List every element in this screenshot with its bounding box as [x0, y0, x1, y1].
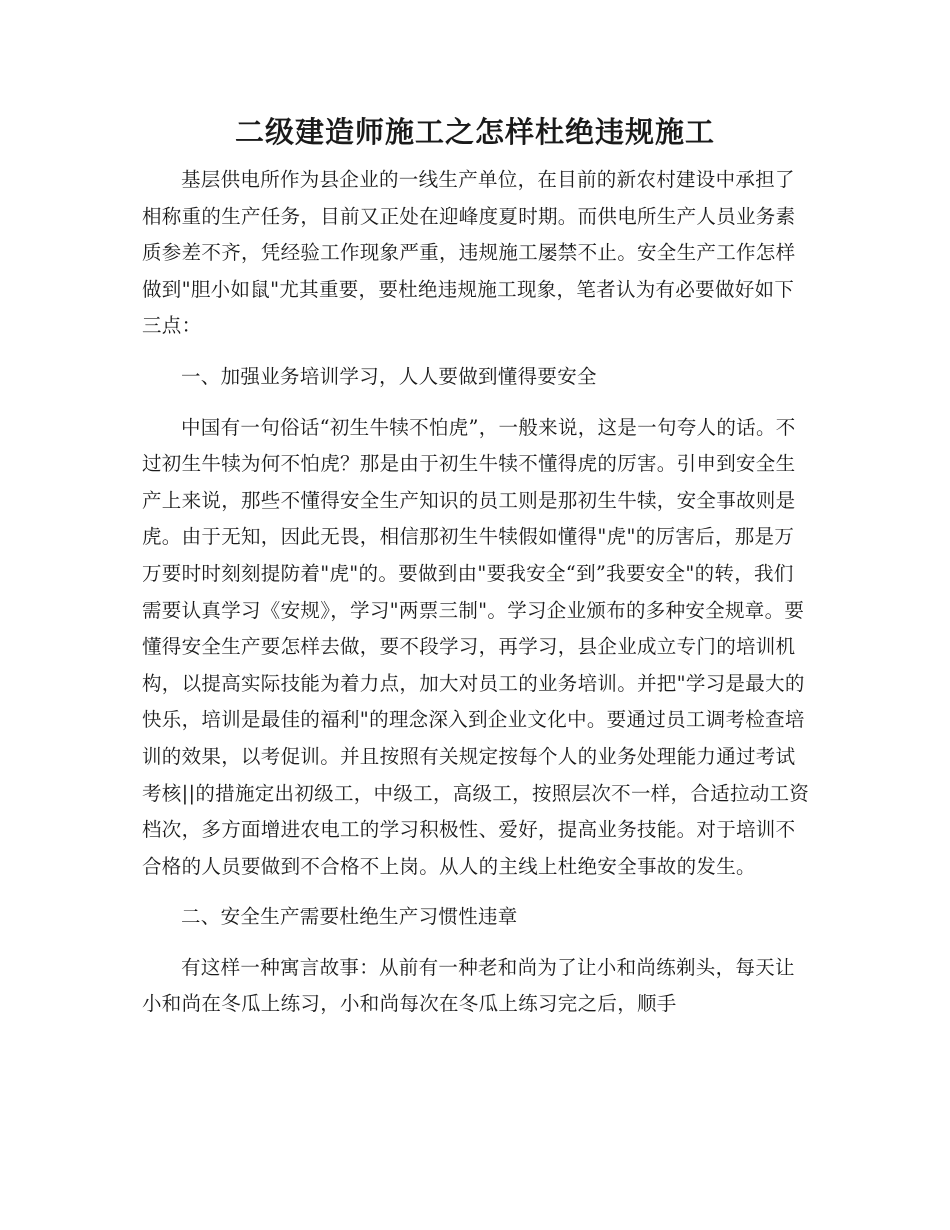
document-body — [142, 162, 810, 1023]
paragraph-gap — [142, 885, 810, 899]
section-2-paragraph: 有这样一种寓言故事：从前有一种老和尚为了让小和尚练剃头，每天让小和尚在冬瓜上练习，小和尚每次在冬瓜上练习完之后，顺手 — [142, 955, 795, 1016]
paragraph-gap — [142, 345, 810, 359]
paragraph-gap — [142, 936, 810, 950]
document-title: 二级建造师施工之怎样杜绝违规施工 — [234, 115, 715, 149]
intro-paragraph: 基层供电所作为县企业的一线生产单位，在目前的新农村建设中承担了相称重的生产任务，目前又正处在迎峰度夏时期。而供电所生产人员业务素质参差不齐，凭经验工作现象严重，违规施工屡禁不止。安全生产工作怎样做到"胆小如鼠"尤其重要，要杜绝违规施工现象，笔者认为有必要做好如下三点： — [142, 168, 796, 338]
section-1-paragraph: 中国有一句俗话“初生牛犊不怕虎”，一般来说，这是一句夸人的话。不过初生牛犊为何不怕虎？那是由于初生牛犊不懂得虎的厉害。引申到安全生产上来说，那些不懂得安全生产知识的员工则是那初生牛犊，安全事故则是虎。由于无知，因此无畏，相信那初生牛犊假如懂得"虎"的厉害后，那是万万要时时刻刻提防着"虎"的。要做到由"要我安全“到”我要安全"的转，我们需要认真学习《安规》，学习"两票三制"。学习企业颁布的多种安全规章。要懂得安全生产要怎样去做，要不段学习，再学习，县企业成立专门的培训机构，以提高实际技能为着力点，加大对员工的业务培训。并把"学习是最大的快乐，培训是最佳的福利"的理念深入到企业文化中。要通过员工调考检查培训的效果，以考促训。并且按照有关规定按每个人的业务处理能力通过考试考核||的措施定出初级工，中级工，高级工，按照层次不一样，合适拉动工资档次，多方面增进农电工的学习积极性、爱好，提高业务技能。对于培训不合格的人员要做到不合格不上岗。从人的主线上杜绝安全事故的发生。 — [142, 415, 810, 878]
paragraph-gap — [142, 396, 810, 410]
section-heading-2: 二、安全生产需要杜绝生产习惯性违章 — [181, 905, 518, 929]
section-heading-1: 一、加强业务培训学习，人人要做到懂得要安全 — [181, 364, 597, 388]
